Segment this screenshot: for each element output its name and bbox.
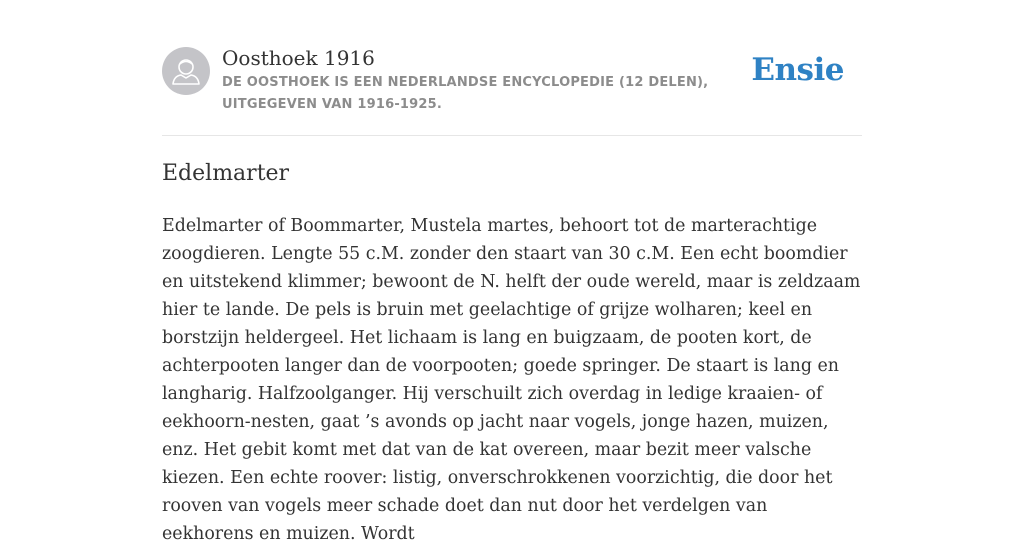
user-silhouette-icon	[162, 47, 210, 95]
entry-body: Edelmarter of Boommarter, Mustela martes, behoort tot de marterachtige zoogdieren. Lengte 55 c.M. zonder den staart van 30 c.M. Een echt boomdier en uitstekend klimmer; bewoont de N. helft der oude wereld, maar is zeldzaam hier te lande. De pels is bruin met geelachtige of grijze wolharen; keel en borstzijn heldergeel. Het lichaam is lang en buigzaam, de pooten kort, de achterpooten langer dan de voorpooten; goede springer. De staart is lang en langharig. Halfzoolganger. Hij verschuilt zich overdag in ledige kraaien- of eekhoorn-nesten, gaat ’s avonds op jacht naar vogels, jonge hazen, muizen, enz. Het gebit komt met dat van de kat overeen, maar bezit meer valsche kiezen. Een echte roover: listig, onverschrokkenen voorzichtig, die door het rooven van vogels meer schade doet dan nut door het verdelgen van eekhorens en muizen. Wordt	[162, 216, 861, 544]
avatar	[162, 47, 210, 95]
brand-logo[interactable]: Ensie	[751, 52, 844, 88]
source-title[interactable]: Oosthoek 1916	[222, 46, 375, 70]
entry-title: Edelmarter	[162, 161, 290, 186]
source-header	[162, 44, 862, 136]
source-description: DE OOSTHOEK IS EEN NEDERLANDSE ENCYCLOPEDIE (12 DELEN), UITGEGEVEN VAN 1916-1925.	[222, 75, 709, 112]
header-divider	[162, 135, 862, 136]
